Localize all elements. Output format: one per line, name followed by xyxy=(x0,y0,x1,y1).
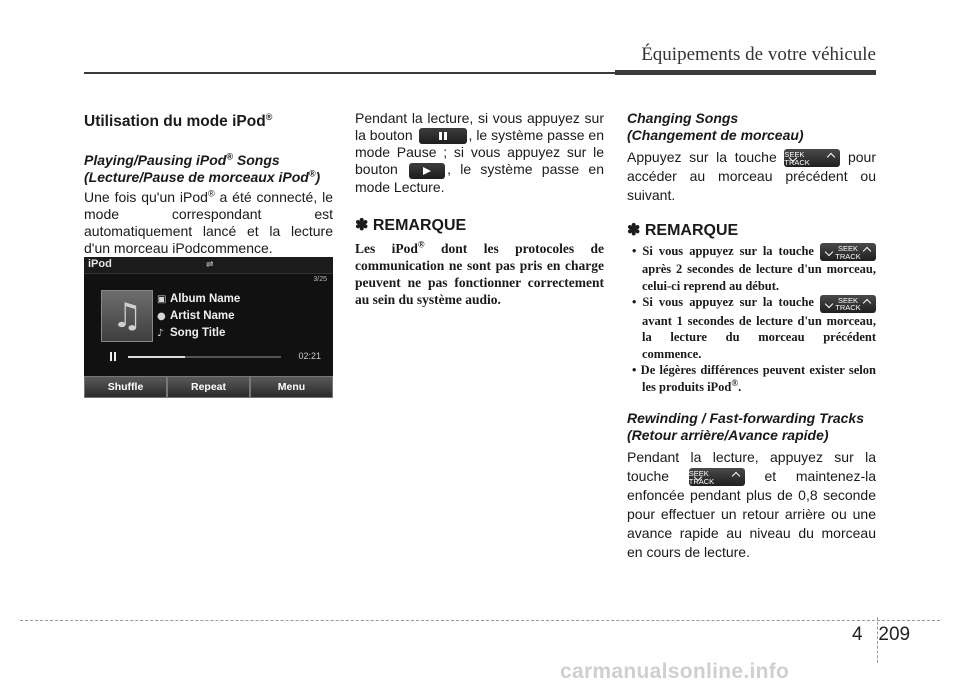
bullet-item: • Si vous appuyez sur la touche SEEK TRACK après 2 secondes de lecture d'un morceau, celui-ci reprend au début. xyxy=(632,244,876,293)
person-icon: ● xyxy=(157,311,166,322)
note-body: Les iPod® dont les protocoles de communication ne sont pas pris en charge peuvent ne pas fonctionner correctement au sein du système audio. xyxy=(355,239,604,307)
screen-title: iPod xyxy=(88,258,112,270)
note-bullets xyxy=(627,243,876,395)
column-1 xyxy=(84,113,333,257)
paragraph-pause-play: Pendant la lecture, si vous appuyez sur la bouton , le système passe en mode Pause ; si vous appuyez sur le bouton , le système passe en mode Lecture. xyxy=(355,110,604,195)
pause-key-icon xyxy=(419,128,467,144)
seek-track-key-icon: SEEK TRACK xyxy=(820,295,876,313)
artist-row: ● Artist Name xyxy=(157,310,235,322)
note-icon: ♪ xyxy=(157,328,164,339)
progress-track xyxy=(128,356,281,358)
menu-button[interactable]: Menu xyxy=(250,376,333,398)
usb-icon: ⇌ xyxy=(206,259,214,269)
shuffle-button[interactable]: Shuffle xyxy=(84,376,167,398)
play-key-icon xyxy=(409,163,445,179)
page-number-divider xyxy=(877,617,878,663)
footer-rule xyxy=(20,620,940,621)
paragraph-connected: Une fois qu'un iPod® a été connecté, le mode correspondant est automatiquement lancé et la lecture d'un morceau iPodcommence. xyxy=(84,188,333,256)
column-3 xyxy=(627,110,876,562)
note-title-2: ✽ REMARQUE xyxy=(627,222,739,240)
playback-bar xyxy=(92,352,325,362)
elapsed-time: 02:21 xyxy=(298,351,321,361)
track-count: 3/25 xyxy=(313,276,327,283)
subheading-changing-songs: Changing Songs (Changement de morceau) xyxy=(627,110,804,143)
section-heading: Utilisation du mode iPod® xyxy=(84,111,273,130)
music-note-icon: ♫ xyxy=(112,296,143,336)
column-2 xyxy=(355,110,604,308)
screen-titlebar xyxy=(84,257,333,274)
ipod-screen-image xyxy=(84,257,333,398)
seek-track-key-icon: SEEK TRACK xyxy=(689,468,745,486)
header-title: Équipements de votre véhicule xyxy=(641,44,876,65)
note-title: ✽ REMARQUE xyxy=(355,216,467,234)
subheading-playing-pausing: Playing/Pausing iPod® Songs (Lecture/Pause de morceaux iPod®) xyxy=(84,151,321,185)
seek-track-key-icon: SEEK TRACK xyxy=(784,149,840,167)
album-art xyxy=(101,290,153,342)
paragraph-rewinding: Pendant la lecture, appuyez sur la touche SEEK TRACK et maintenez-la enfoncée pendant plus de 0,8 seconde pour effectuer un retour arrière ou une avance rapide au niveau du morceau en cours de lecture. xyxy=(627,449,877,561)
screen-tabs xyxy=(84,376,333,398)
seek-track-key-icon: SEEK TRACK xyxy=(820,243,876,261)
page-number: 4 209 xyxy=(852,624,911,645)
header-rule-accent xyxy=(615,70,876,75)
album-icon: ▣ xyxy=(157,294,167,305)
pause-icon xyxy=(110,352,116,361)
watermark: carmanualsonline.info xyxy=(560,660,790,683)
progress-fill xyxy=(128,356,185,358)
paragraph-changing-songs: Appuyez sur la touche SEEK TRACK pour accéder au morceau précédent ou suivant. xyxy=(627,149,877,204)
bullet-item: • De légères différences peuvent exister selon les produits iPod®. xyxy=(632,363,876,394)
album-row: ▣ Album Name xyxy=(157,293,241,305)
subheading-rewinding: Rewinding / Fast-forwarding Tracks (Retour arrière/Avance rapide) xyxy=(627,410,865,444)
bullet-item: • Si vous appuyez sur la touche SEEK TRACK avant 1 secondes de lecture d'un morceau, la lecture du morceau précédent commence. xyxy=(632,295,876,361)
repeat-button[interactable]: Repeat xyxy=(167,376,250,398)
song-row: ♪ Song Title xyxy=(157,327,226,339)
